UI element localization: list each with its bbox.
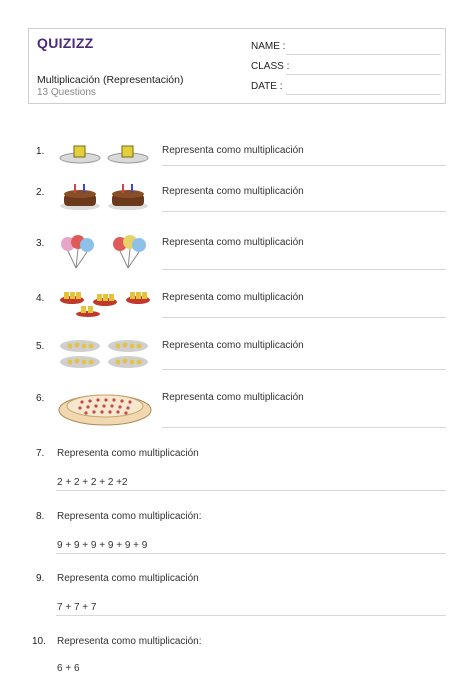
pie-image [58,388,153,428]
question-text: Representa como multiplicación [162,237,304,248]
worksheet-header [28,28,446,104]
question-10 [28,636,446,674]
name-line [286,54,441,55]
class-line [286,74,441,75]
question-text: Representa como multiplicación: [57,511,202,522]
answer-line [56,490,446,491]
question-number: 6. [36,393,45,404]
question-expression: 2 + 2 + 2 + 2 +2 [57,477,128,488]
question-expression: 6 + 6 [57,663,80,674]
question-number: 8. [36,511,45,522]
date-field[interactable] [251,81,441,95]
question-text: Representa como multiplicación [162,292,304,303]
date-label: DATE : [251,81,283,92]
worksheet-title: Multiplicación (Representación) [37,74,184,86]
question-9 [28,573,446,617]
answer-line [56,615,446,616]
answer-line [162,165,446,166]
question-number: 10. [32,636,46,647]
question-expression: 9 + 9 + 9 + 9 + 9 + 9 [57,540,148,551]
name-label: NAME : [251,41,286,52]
date-line [286,94,441,95]
question-count: 13 Questions [37,87,96,98]
question-text: Representa como multiplicación [57,448,199,459]
question-8 [28,511,446,555]
question-7 [28,448,446,492]
question-5 [28,336,446,370]
answer-line [162,369,446,370]
question-number: 5. [36,341,45,352]
answer-line [162,269,446,270]
plates-glasses-image [58,288,153,318]
question-text: Representa como multiplicación [162,392,304,403]
name-field[interactable] [251,41,441,55]
quizizz-logo: QUIZIZZ [37,35,94,51]
class-field[interactable] [251,61,441,75]
question-number: 2. [36,187,45,198]
answer-line [162,211,446,212]
answer-line [56,553,446,554]
balloons-image [58,232,153,270]
question-text: Representa como multiplicación [162,145,304,156]
question-text: Representa como multiplicación: [57,636,202,647]
question-number: 9. [36,573,45,584]
plates-with-glasses-image [58,140,153,164]
question-text: Representa como multiplicación [162,186,304,197]
question-text: Representa como multiplicación [57,573,199,584]
class-label: CLASS : [251,61,290,72]
answer-line [162,317,446,318]
question-number: 7. [36,448,45,459]
question-6 [28,388,446,428]
question-number: 4. [36,293,45,304]
cookies-image [58,336,153,370]
question-number: 3. [36,238,45,249]
question-3 [28,232,446,270]
cakes-image [58,180,153,212]
question-1 [28,140,446,166]
answer-line [162,427,446,428]
question-4 [28,288,446,318]
question-2 [28,180,446,212]
question-text: Representa como multiplicación [162,340,304,351]
question-number: 1. [36,146,45,157]
question-expression: 7 + 7 + 7 [57,602,97,613]
